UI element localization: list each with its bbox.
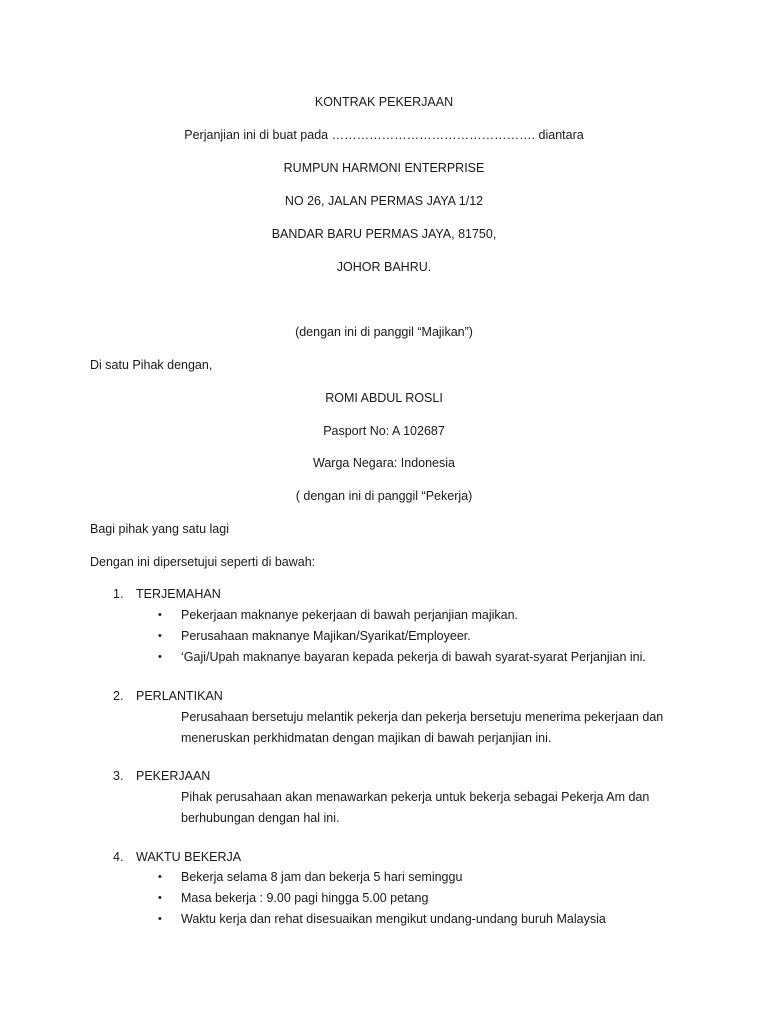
bullet-point: • (158, 630, 162, 642)
section-number: 4. (113, 850, 124, 864)
employer-called-as: (dengan ini di panggil “Majikan”) (295, 325, 473, 339)
bullet-point: • (158, 609, 162, 621)
party-line-2: Bagi pihak yang satu lagi (90, 522, 229, 536)
list-item: Masa bekerja : 9.00 pagi hingga 5.00 petang (181, 891, 429, 905)
worker-passport: Pasport No: A 102687 (323, 424, 445, 438)
bullet-point: • (158, 913, 162, 925)
paragraph-line: meneruskan perkhidmatan dengan majikan di bawah perjanjian ini. (181, 731, 552, 745)
list-item: Bekerja selama 8 jam dan bekerja 5 hari seminggu (181, 870, 463, 884)
agreed-line: Dengan ini dipersetujui seperti di bawah: (90, 555, 316, 569)
paragraph-line: Perusahaan bersetuju melantik pekerja dan pekerja bersetuju menerima pekerjaan dan (181, 710, 664, 724)
bullet-point: • (158, 892, 162, 904)
section-number: 3. (113, 769, 124, 783)
section-title: WAKTU BEKERJA (136, 850, 242, 864)
paragraph-line: Pihak perusahaan akan menawarkan pekerja untuk bekerja sebagai Pekerja Am dan (181, 790, 650, 804)
section-title: PERLANTIKAN (136, 689, 223, 703)
paragraph-line: berhubungan dengan hal ini. (181, 811, 340, 825)
worker-name: ROMI ABDUL ROSLI (325, 391, 443, 405)
list-item: Perusahaan maknanye Majikan/Syarikat/Employeer. (181, 629, 471, 643)
list-item: Pekerjaan maknanye pekerjaan di bawah perjanjian majikan. (181, 608, 519, 622)
party-line-1: Di satu Pihak dengan, (90, 358, 213, 372)
employer-address-line1: NO 26, JALAN PERMAS JAYA 1/12 (284, 194, 484, 208)
agreement-date-line: Perjanjian ini di buat pada …………………………………………. diantara (184, 128, 584, 142)
employer-address-line2: BANDAR BARU PERMAS JAYA, 81750, (271, 227, 497, 241)
bullet-point: • (158, 871, 162, 883)
section-title: PEKERJAAN (136, 769, 211, 783)
worker-nationality: Warga Negara: Indonesia (313, 456, 455, 470)
employer-address-line3: JOHOR BAHRU. (336, 260, 432, 274)
section-title: TERJEMAHAN (136, 587, 221, 601)
worker-called-as: ( dengan ini di panggil “Pekerja) (295, 489, 473, 503)
list-item: Waktu kerja dan rehat disesuaikan mengikut undang-undang buruh Malaysia (181, 912, 606, 926)
section-number: 2. (113, 689, 124, 703)
document-title: KONTRAK PEKERJAAN (314, 95, 454, 109)
employer-name: RUMPUN HARMONI ENTERPRISE (283, 161, 485, 175)
section-number: 1. (113, 587, 124, 601)
bullet-point: • (158, 651, 162, 663)
list-item: ‘Gaji/Upah maknanye bayaran kepada pekerja di bawah syarat-syarat Perjanjian ini. (181, 650, 646, 664)
